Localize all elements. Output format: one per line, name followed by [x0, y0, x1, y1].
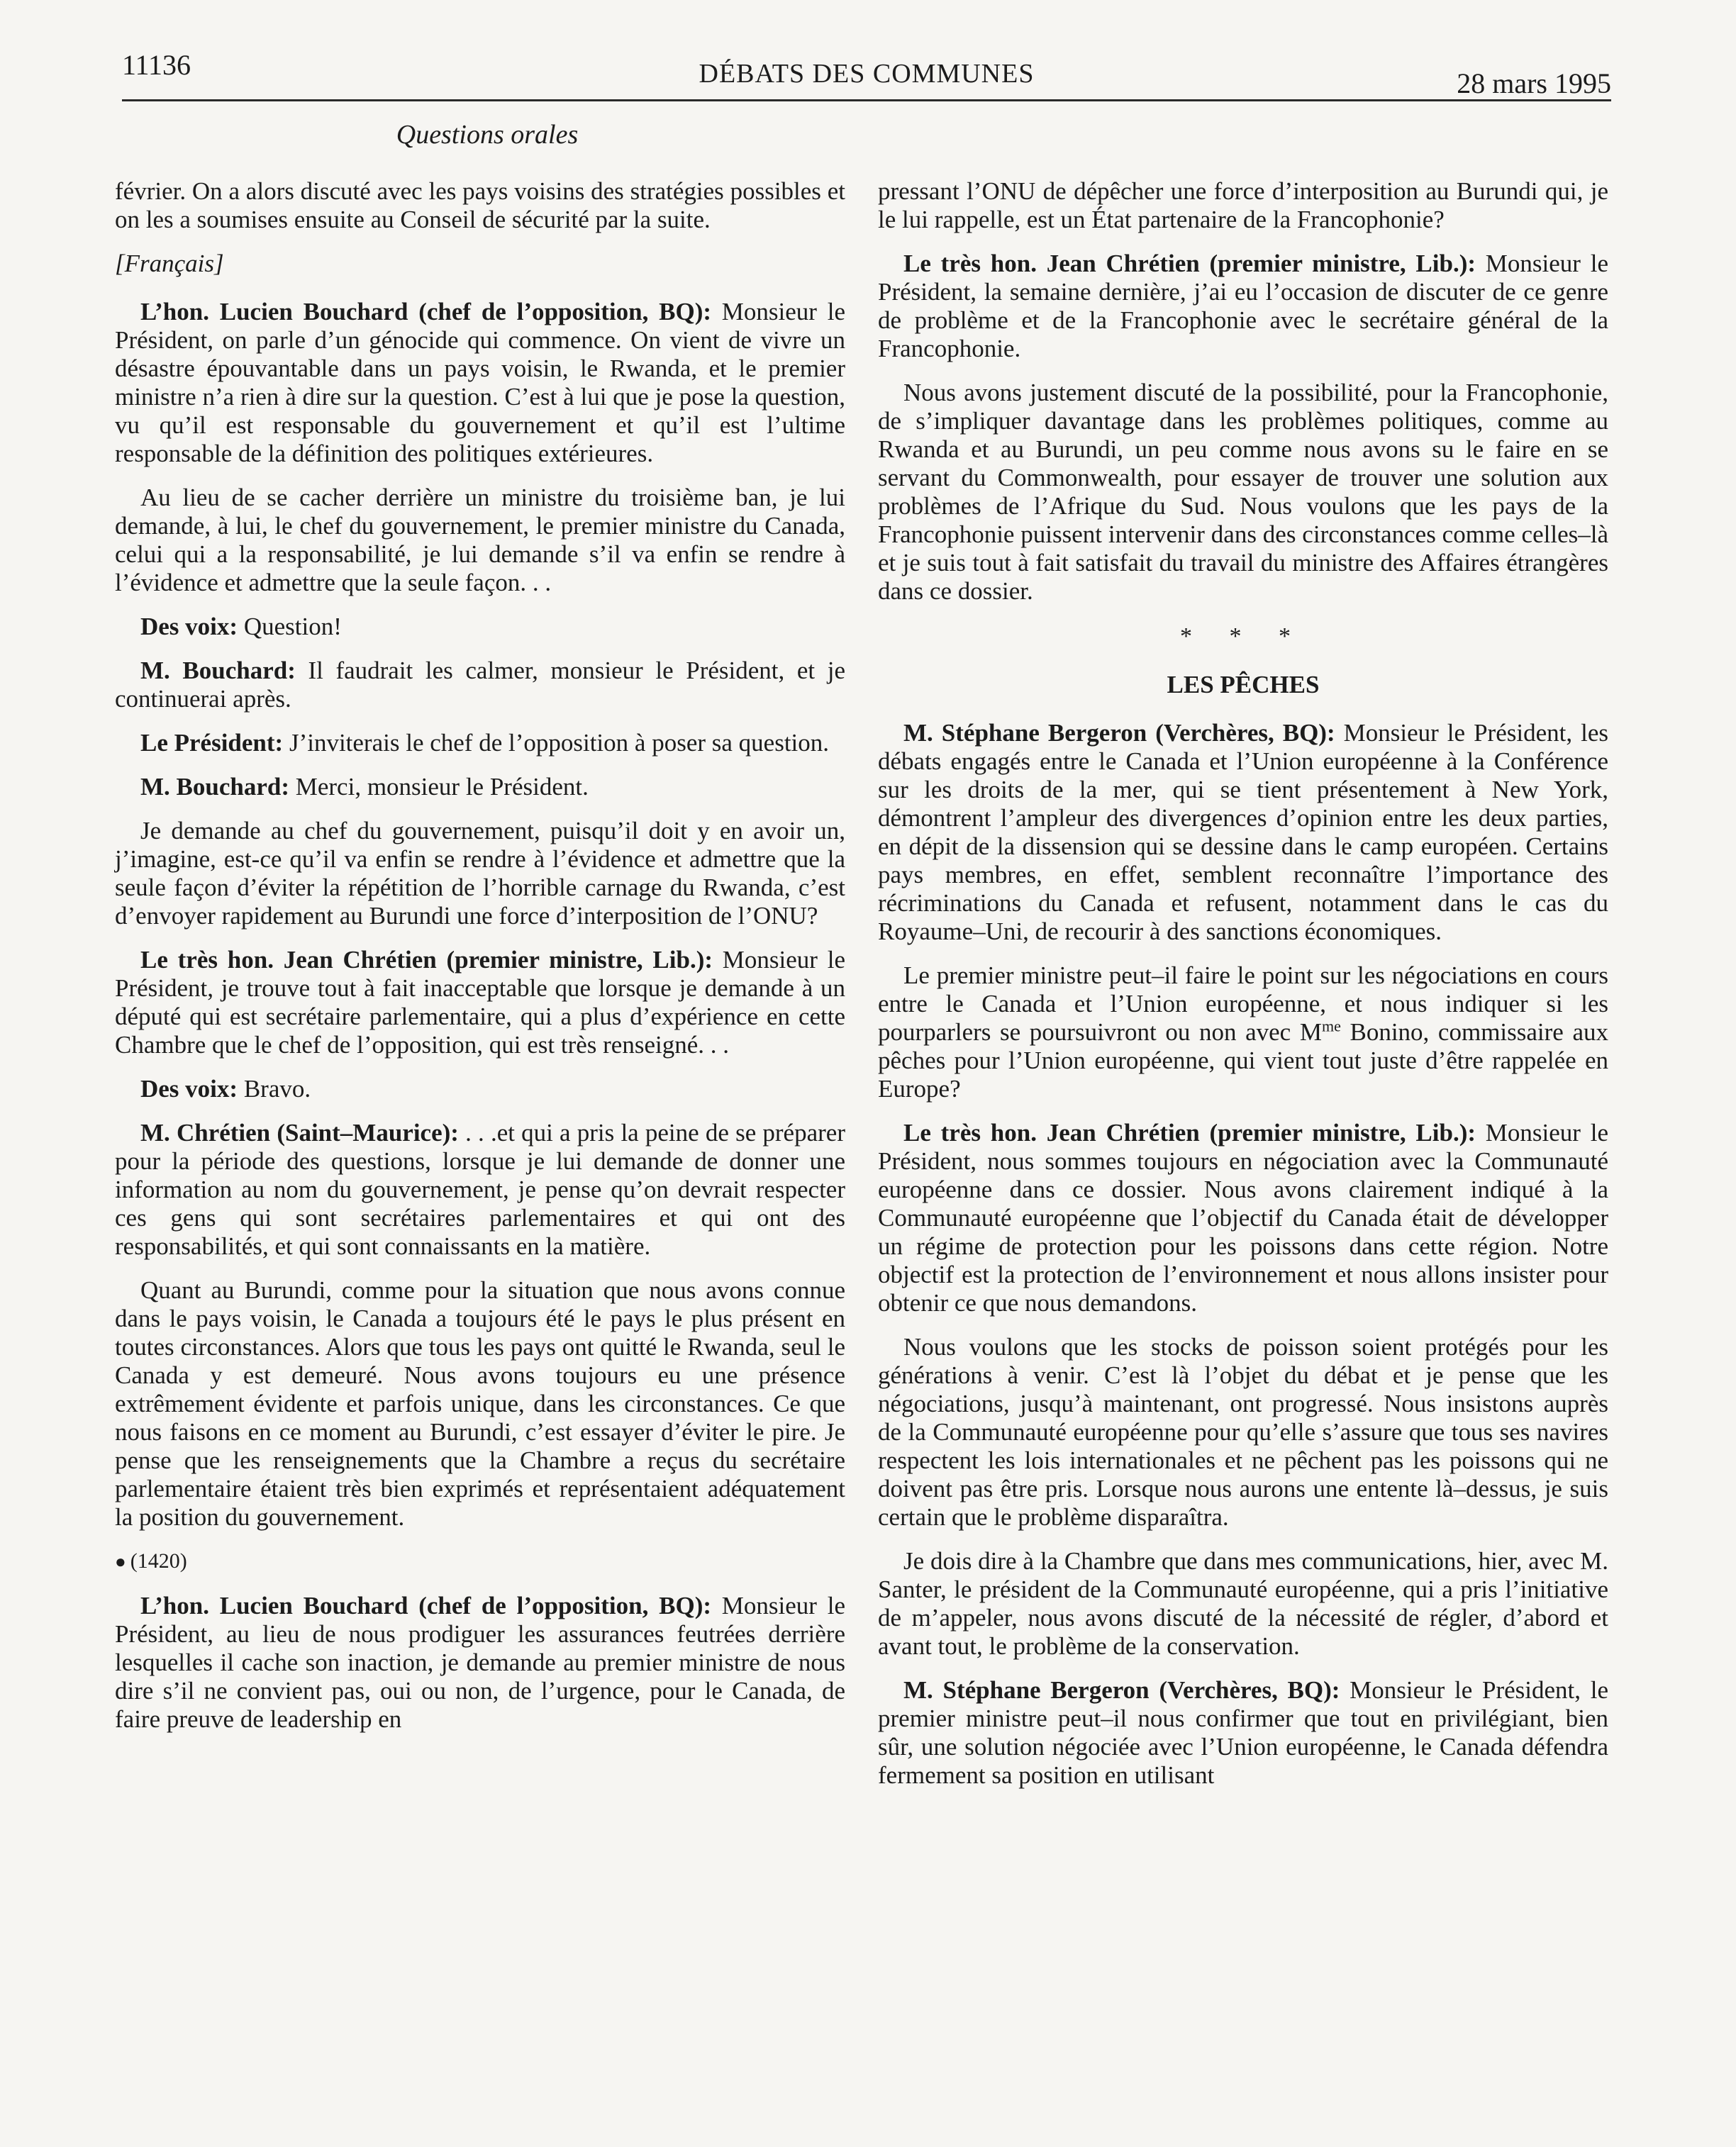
- page-date: 28 mars 1995: [1457, 67, 1611, 99]
- journal-title: DÉBATS DES COMMUNES: [699, 59, 1035, 89]
- language-marker: [Français]: [115, 250, 224, 277]
- speaker-name: M. Stéphane Bergeron (Verchères, BQ):: [903, 719, 1335, 747]
- timestamp: [115, 1547, 845, 1576]
- speech-paragraph: [878, 1676, 1608, 1790]
- paragraph: Nous avons justement discuté de la possibilité, pour la Francophonie, de s’impliquer davantage dans les problèmes politiques, comme au Rwanda et au Burundi, un peu comme nous avons su le faire en se servant du Commonwealth, pour essayer de trouver une solution aux problèmes de l’Afrique du Sud. Nous voulons que les pays de la Francophonie puissent intervenir dans des circonstances comme celles–là et je suis tout à fait satisfait du travail du ministre des Affaires étrangères dans ce dossier.: [878, 379, 1608, 605]
- speech-paragraph: [115, 298, 845, 468]
- section-heading: Questions orales: [396, 120, 579, 150]
- paragraph: Je demande au chef du gouvernement, puisqu’il doit y en avoir un, j’imagine, est-ce qu’il va enfin se rendre à l’évidence et admettre que la seule façon d’éviter la répétition de l’horrible carnage du Rwanda, c’est d’envoyer rapidement au Burundi une force d’interposition de l’ONU?: [115, 817, 845, 930]
- paragraph: Au lieu de se cacher derrière un ministre du troisième ban, je lui demande, à lui, le chef du gouvernement, le premier ministre du Canada, celui qui a la responsabilité, je lui demande s’il va enfin se rendre à l’évidence et admettre que la seule façon. . .: [115, 484, 845, 596]
- speech-text: Monsieur le Président, la semaine dernière, j’ai eu l’occasion de discuter de ce genre de problème et de la Francophonie avec le secrétaire général de la Francophonie.: [878, 250, 1608, 362]
- speaker-name: M. Bouchard:: [140, 773, 289, 801]
- speaker-name: Des voix:: [140, 613, 238, 640]
- speech-text: Merci, monsieur le Président.: [289, 773, 589, 801]
- speech-text: Il faudrait les calmer, monsieur le Président, et je continuerai après.: [115, 657, 846, 713]
- speech-text: J’inviterais le chef de l’opposition à poser sa question.: [283, 729, 830, 757]
- speaker-name: M. Bouchard:: [140, 657, 296, 684]
- speaker-name: Le très hon. Jean Chrétien (premier ministre, Lib.):: [140, 946, 713, 974]
- paragraph: pressant l’ONU de dépêcher une force d’interposition au Burundi qui, je le lui rappelle, est un État partenaire de la Francophonie?: [878, 177, 1608, 233]
- speech-paragraph: [878, 719, 1608, 946]
- speech-text: Question!: [238, 613, 342, 640]
- speaker-name: M. Chrétien (Saint–Maurice):: [140, 1119, 459, 1147]
- text-fragment: Bonino, commissaire aux pêches pour l’Union européenne, qui vient tout juste d’être rappelée en Europe?: [878, 1018, 1608, 1103]
- speech-paragraph: [115, 773, 845, 801]
- speaker-name: Le très hon. Jean Chrétien (premier ministre, Lib.):: [903, 250, 1476, 277]
- speech-text: Monsieur le Président, on parle d’un génocide qui commence. On vient de vivre un désastre épouvantable dans un pays voisin, le Rwanda, et le premier ministre n’a rien à dire sur la question. C’est à lui que je pose la question, vu qu’il est responsable du gouvernement et qu’il est l’ultime responsable de la définition des politiques extérieures.: [115, 298, 845, 467]
- speech-text: Bravo.: [238, 1075, 311, 1103]
- speech-text: Monsieur le Président, je trouve tout à fait inacceptable que lorsque je demande à un député qui est secrétaire parlementaire, qui a plus d’expérience en cette Chambre que le chef de l’opposition, qui est très renseigné. . .: [115, 946, 845, 1059]
- subsection-title: LES PÊCHES: [1167, 671, 1320, 698]
- section-break: * * *: [1180, 623, 1306, 649]
- speech-paragraph: [115, 946, 845, 1059]
- speech-paragraph: [115, 613, 845, 641]
- speaker-name: Le Président:: [140, 729, 284, 757]
- page-number: 11136: [122, 49, 191, 81]
- speech-text: . . .et qui a pris la peine de se préparer pour la période des questions, lorsque je lui demande de donner une information au nom du gouvernement, je pense qu’on devrait respecter ces gens qui sont secrétaires parlementaires et qui ont des responsabilités, et qui sont connaissants en la matière.: [115, 1119, 845, 1260]
- speaker-name: Des voix:: [140, 1075, 238, 1103]
- speaker-name: L’hon. Lucien Bouchard (chef de l’opposition, BQ):: [140, 298, 712, 325]
- left-column: [115, 177, 845, 1749]
- speech-text: Monsieur le Président, le premier ministre peut–il nous confirmer que tout en privilégiant, bien sûr, une solution négociée avec l’Union européenne, le Canada défendra fermement sa position en utilisant: [878, 1676, 1608, 1789]
- paragraph: [878, 961, 1608, 1103]
- bullet-icon: ●: [115, 1551, 126, 1572]
- page-header: [122, 43, 1611, 101]
- speech-paragraph: [115, 1119, 845, 1261]
- right-column: [878, 177, 1608, 1805]
- speech-paragraph: [115, 657, 845, 713]
- speech-paragraph: [878, 1119, 1608, 1317]
- text-fragment: Le premier ministre peut–il faire le point sur les négociations en cours entre le Canada et l’Union européenne, et nous indiquer si les pourparlers se poursuivront ou non avec M: [878, 961, 1608, 1046]
- speaker-name: Le très hon. Jean Chrétien (premier ministre, Lib.):: [903, 1119, 1476, 1147]
- paragraph: Quant au Burundi, comme pour la situation que nous avons connue dans le pays voisin, le Canada a toujours été le pays le plus présent en toutes circonstances. Alors que tous les pays ont quitté le Rwanda, seul le Canada y est demeuré. Nous avons toujours eu une présence extrêmement évidente et parfois unique, dans les circonstances. Ce que nous faisons en ce moment au Burundi, c’est essayer d’éviter le pire. Je pense que les renseignements que la Chambre a reçus du secrétaire parlementaire étaient très bien exprimés et représentaient adéquatement la position du gouvernement.: [115, 1276, 845, 1531]
- speech-text: Monsieur le Président, au lieu de nous prodiguer les assurances feutrées derrière lesquelles il cache son inaction, je demande au premier ministre de nous dire s’il ne convient pas, oui ou non, de l’urgence, pour le Canada, de faire preuve de leadership en: [115, 1592, 845, 1733]
- speech-paragraph: [878, 250, 1608, 363]
- speech-text: Monsieur le Président, les débats engagés entre le Canada et l’Union européenne à la Conférence sur les droits de la mer, qui se tient présentement à New York, démontrent l’ampleur des divergences d’opinion entre les deux parties, en dépit de la dissension qui se dessine dans le camp européen. Certains pays membres, en effet, semblent reconnaître l’importance des récriminations du Canada et refusent, notamment dans le cas du Royaume–Uni, de recourir à des sanctions économiques.: [878, 719, 1608, 945]
- speech-paragraph: [115, 1075, 845, 1103]
- speaker-name: M. Stéphane Bergeron (Verchères, BQ):: [903, 1676, 1340, 1704]
- paragraph: Nous voulons que les stocks de poisson soient protégés pour les générations à venir. C’est là l’objet du débat et je pense que les négociations, jusqu’à maintenant, ont progressé. Nous insistons auprès de la Communauté européenne pour qu’elle s’assure que tous ses navires respectent les lois internationales et ne pêchent pas les poissons qui ne doivent pas être pris. Lorsque nous aurons une entente là–dessus, je suis certain que le problème disparaîtra.: [878, 1333, 1608, 1531]
- superscript: me: [1321, 1017, 1341, 1035]
- speaker-name: L’hon. Lucien Bouchard (chef de l’opposition, BQ):: [140, 1592, 712, 1619]
- speech-text: Monsieur le Président, nous sommes toujours en négociation avec la Communauté européenne dans ce dossier. Nous avons clairement indiqué à la Communauté européenne que l’objectif du Canada était de développer un régime de protection pour les poissons dans cette région. Notre objectif est la protection de l’environnement et nous allons insister pour obtenir ce que nous demandons.: [878, 1119, 1608, 1317]
- paragraph: Je dois dire à la Chambre que dans mes communications, hier, avec M. Santer, le président de la Communauté européenne, qui a pris l’initiative de m’appeler, nous avons discuté de la nécessité de régler, d’abord et avant tout, le problème de la conservation.: [878, 1547, 1608, 1660]
- speech-paragraph: [115, 729, 845, 757]
- timestamp-text: (1420): [130, 1549, 187, 1573]
- paragraph: février. On a alors discuté avec les pays voisins des stratégies possibles et on les a soumises ensuite au Conseil de sécurité par la suite.: [115, 177, 845, 233]
- speech-paragraph: [115, 1592, 845, 1734]
